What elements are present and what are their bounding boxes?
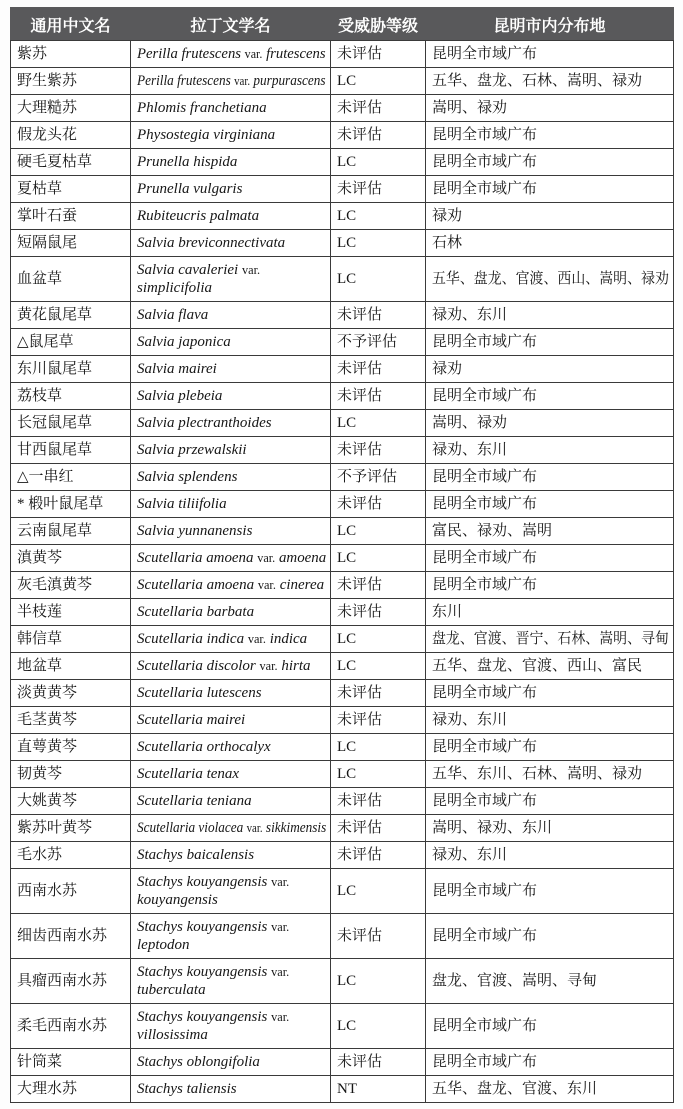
status-cell: LC — [331, 653, 426, 680]
table-row — [11, 203, 674, 230]
table-row — [11, 626, 674, 653]
header-distribution: 昆明市内分布地 — [426, 8, 674, 41]
latin-name-cell: Scutellaria violacea var. sikkimensis — [131, 815, 331, 842]
distribution-cell: 昆明全市域广布 — [426, 383, 674, 410]
common-name-cell: 大理水苏 — [11, 1076, 131, 1103]
latin-name-cell: Salvia tiliifolia — [131, 491, 331, 518]
distribution-cell: 昆明全市域广布 — [426, 41, 674, 68]
distribution-cell: 禄劝、东川 — [426, 437, 674, 464]
table-row — [11, 464, 674, 491]
table-row — [11, 356, 674, 383]
header-common-name: 通用中文名 — [11, 8, 131, 41]
distribution-cell: 昆明全市域广布 — [426, 869, 674, 914]
status-cell: LC — [331, 734, 426, 761]
table-row — [11, 707, 674, 734]
status-cell: 未评估 — [331, 122, 426, 149]
status-cell: 未评估 — [331, 842, 426, 869]
latin-name-cell: Perilla frutescens var. frutescens — [131, 41, 331, 68]
status-cell: LC — [331, 869, 426, 914]
table-row — [11, 815, 674, 842]
table-row — [11, 545, 674, 572]
common-name-cell: 韧黄芩 — [11, 761, 131, 788]
distribution-cell: 禄劝、东川 — [426, 842, 674, 869]
distribution-cell: 昆明全市域广布 — [426, 149, 674, 176]
latin-name-cell: Salvia breviconnectivata — [131, 230, 331, 257]
status-cell: LC — [331, 149, 426, 176]
status-cell: 未评估 — [331, 491, 426, 518]
distribution-cell: 昆明全市域广布 — [426, 680, 674, 707]
status-cell: LC — [331, 68, 426, 95]
status-cell: 未评估 — [331, 815, 426, 842]
status-cell: 未评估 — [331, 914, 426, 959]
status-cell: 未评估 — [331, 437, 426, 464]
distribution-cell: 嵩明、禄劝、东川 — [426, 815, 674, 842]
latin-name-cell: Salvia japonica — [131, 329, 331, 356]
distribution-cell: 昆明全市域广布 — [426, 1004, 674, 1049]
table-row — [11, 842, 674, 869]
common-name-cell: 毛茎黄芩 — [11, 707, 131, 734]
latin-name-cell: Scutellaria indica var. indica — [131, 626, 331, 653]
distribution-cell: 盘龙、官渡、嵩明、寻甸 — [426, 959, 674, 1004]
latin-name-cell: Physostegia virginiana — [131, 122, 331, 149]
latin-name-cell: Prunella vulgaris — [131, 176, 331, 203]
status-cell: LC — [331, 761, 426, 788]
status-cell: 未评估 — [331, 95, 426, 122]
status-cell: 未评估 — [331, 356, 426, 383]
table-row — [11, 41, 674, 68]
distribution-cell: 五华、盘龙、官渡、东川 — [426, 1076, 674, 1103]
status-cell: 未评估 — [331, 176, 426, 203]
table-header — [11, 8, 674, 41]
latin-name-cell: Rubiteucris palmata — [131, 203, 331, 230]
common-name-cell: 韩信草 — [11, 626, 131, 653]
common-name-cell: 毛水苏 — [11, 842, 131, 869]
common-name-cell: 大理糙苏 — [11, 95, 131, 122]
table-row — [11, 518, 674, 545]
common-name-cell: 短隔鼠尾 — [11, 230, 131, 257]
latin-name-cell: Salvia splendens — [131, 464, 331, 491]
distribution-cell: 盘龙、官渡、晋宁、石林、嵩明、寻甸 — [426, 626, 674, 653]
latin-name-cell: Stachys taliensis — [131, 1076, 331, 1103]
status-cell: LC — [331, 1004, 426, 1049]
distribution-cell: 昆明全市域广布 — [426, 1049, 674, 1076]
status-cell: LC — [331, 230, 426, 257]
distribution-cell: 五华、盘龙、官渡、西山、嵩明、禄劝 — [426, 257, 674, 302]
status-cell: LC — [331, 626, 426, 653]
common-name-cell: 大姚黄芩 — [11, 788, 131, 815]
status-cell: 不予评估 — [331, 329, 426, 356]
distribution-cell: 昆明全市域广布 — [426, 734, 674, 761]
common-name-cell: 淡黄黄芩 — [11, 680, 131, 707]
table-row — [11, 788, 674, 815]
table-row — [11, 122, 674, 149]
latin-name-cell: Stachys kouyangensis var. kouyangensis — [131, 869, 331, 914]
latin-name-cell: Scutellaria discolor var. hirta — [131, 653, 331, 680]
common-name-cell: 东川鼠尾草 — [11, 356, 131, 383]
status-cell: 未评估 — [331, 680, 426, 707]
latin-name-cell: Prunella hispida — [131, 149, 331, 176]
common-name-cell: 荔枝草 — [11, 383, 131, 410]
distribution-cell: 禄劝、东川 — [426, 302, 674, 329]
common-name-cell: * 椴叶鼠尾草 — [11, 491, 131, 518]
distribution-cell: 昆明全市域广布 — [426, 788, 674, 815]
latin-name-cell: Stachys kouyangensis var. leptodon — [131, 914, 331, 959]
header-latin-name: 拉丁文学名 — [131, 8, 331, 41]
common-name-cell: 半枝莲 — [11, 599, 131, 626]
common-name-cell: 具瘤西南水苏 — [11, 959, 131, 1004]
table-row — [11, 734, 674, 761]
latin-name-cell: Stachys kouyangensis var. villosissima — [131, 1004, 331, 1049]
table-row — [11, 176, 674, 203]
distribution-cell: 嵩明、禄劝 — [426, 95, 674, 122]
distribution-cell: 五华、盘龙、官渡、西山、富民 — [426, 653, 674, 680]
common-name-cell: 灰毛滇黄芩 — [11, 572, 131, 599]
distribution-cell: 昆明全市域广布 — [426, 914, 674, 959]
latin-name-cell: Scutellaria amoena var. cinerea — [131, 572, 331, 599]
distribution-cell: 禄劝、东川 — [426, 707, 674, 734]
status-cell: LC — [331, 959, 426, 1004]
status-cell: 未评估 — [331, 41, 426, 68]
latin-name-cell: Salvia flava — [131, 302, 331, 329]
common-name-cell: 地盆草 — [11, 653, 131, 680]
status-cell: LC — [331, 257, 426, 302]
status-cell: 未评估 — [331, 707, 426, 734]
common-name-cell: 甘西鼠尾草 — [11, 437, 131, 464]
latin-name-cell: Phlomis franchetiana — [131, 95, 331, 122]
common-name-cell: 硬毛夏枯草 — [11, 149, 131, 176]
common-name-cell: 紫苏 — [11, 41, 131, 68]
table-row — [11, 410, 674, 437]
common-name-cell: 西南水苏 — [11, 869, 131, 914]
table-row — [11, 257, 674, 302]
latin-name-cell: Scutellaria orthocalyx — [131, 734, 331, 761]
distribution-cell: 昆明全市域广布 — [426, 464, 674, 491]
common-name-cell: 假龙头花 — [11, 122, 131, 149]
table-row — [11, 437, 674, 464]
common-name-cell: 黄花鼠尾草 — [11, 302, 131, 329]
status-cell: 未评估 — [331, 599, 426, 626]
status-cell: 未评估 — [331, 383, 426, 410]
latin-name-cell: Salvia yunnanensis — [131, 518, 331, 545]
status-cell: 未评估 — [331, 788, 426, 815]
distribution-cell: 五华、盘龙、石林、嵩明、禄劝 — [426, 68, 674, 95]
table-row — [11, 959, 674, 1004]
common-name-cell: 血盆草 — [11, 257, 131, 302]
common-name-cell: △鼠尾草 — [11, 329, 131, 356]
status-cell: LC — [331, 518, 426, 545]
distribution-cell: 昆明全市域广布 — [426, 329, 674, 356]
latin-name-cell: Salvia cavaleriei var. simplicifolia — [131, 257, 331, 302]
common-name-cell: 云南鼠尾草 — [11, 518, 131, 545]
header-threat-level: 受威胁等级 — [331, 8, 426, 41]
table-row — [11, 383, 674, 410]
table-row — [11, 761, 674, 788]
distribution-cell: 五华、东川、石林、嵩明、禄劝 — [426, 761, 674, 788]
distribution-cell: 昆明全市域广布 — [426, 122, 674, 149]
distribution-cell: 昆明全市域广布 — [426, 491, 674, 518]
table-row — [11, 599, 674, 626]
latin-name-cell: Scutellaria amoena var. amoena — [131, 545, 331, 572]
table-row — [11, 680, 674, 707]
table-row — [11, 95, 674, 122]
latin-name-cell: Scutellaria barbata — [131, 599, 331, 626]
table-row — [11, 491, 674, 518]
latin-name-cell: Salvia przewalskii — [131, 437, 331, 464]
latin-name-cell: Perilla frutescens var. purpurascens — [131, 68, 331, 95]
header-row — [11, 8, 674, 41]
species-table — [10, 7, 674, 1103]
status-cell: 未评估 — [331, 1049, 426, 1076]
distribution-cell: 昆明全市域广布 — [426, 572, 674, 599]
latin-name-cell: Scutellaria mairei — [131, 707, 331, 734]
table-row — [11, 1076, 674, 1103]
common-name-cell: 野生紫苏 — [11, 68, 131, 95]
common-name-cell: 夏枯草 — [11, 176, 131, 203]
latin-name-cell: Stachys oblongifolia — [131, 1049, 331, 1076]
latin-name-cell: Salvia plebeia — [131, 383, 331, 410]
table-row — [11, 653, 674, 680]
common-name-cell: 细齿西南水苏 — [11, 914, 131, 959]
table-row — [11, 572, 674, 599]
distribution-cell: 东川 — [426, 599, 674, 626]
common-name-cell: 滇黄芩 — [11, 545, 131, 572]
distribution-cell: 石林 — [426, 230, 674, 257]
common-name-cell: △一串红 — [11, 464, 131, 491]
common-name-cell: 掌叶石蚕 — [11, 203, 131, 230]
status-cell: 未评估 — [331, 302, 426, 329]
latin-name-cell: Scutellaria lutescens — [131, 680, 331, 707]
distribution-cell: 昆明全市域广布 — [426, 545, 674, 572]
latin-name-cell: Stachys kouyangensis var. tuberculata — [131, 959, 331, 1004]
table-row — [11, 68, 674, 95]
table-row — [11, 302, 674, 329]
common-name-cell: 柔毛西南水苏 — [11, 1004, 131, 1049]
common-name-cell: 紫苏叶黄芩 — [11, 815, 131, 842]
latin-name-cell: Salvia plectranthoides — [131, 410, 331, 437]
status-cell: LC — [331, 545, 426, 572]
latin-name-cell: Scutellaria tenax — [131, 761, 331, 788]
table-row — [11, 869, 674, 914]
status-cell: LC — [331, 410, 426, 437]
distribution-cell: 禄劝 — [426, 203, 674, 230]
latin-name-cell: Salvia mairei — [131, 356, 331, 383]
table-row — [11, 914, 674, 959]
status-cell: NT — [331, 1076, 426, 1103]
status-cell: LC — [331, 203, 426, 230]
distribution-cell: 嵩明、禄劝 — [426, 410, 674, 437]
table-row — [11, 1004, 674, 1049]
status-cell: 不予评估 — [331, 464, 426, 491]
table-body — [11, 41, 674, 1103]
distribution-cell: 禄劝 — [426, 356, 674, 383]
status-cell: 未评估 — [331, 572, 426, 599]
latin-name-cell: Scutellaria teniana — [131, 788, 331, 815]
table-row — [11, 1049, 674, 1076]
table-row — [11, 230, 674, 257]
table-row — [11, 149, 674, 176]
table-row — [11, 329, 674, 356]
distribution-cell: 富民、禄劝、嵩明 — [426, 518, 674, 545]
latin-name-cell: Stachys baicalensis — [131, 842, 331, 869]
common-name-cell: 针筒菜 — [11, 1049, 131, 1076]
common-name-cell: 直萼黄芩 — [11, 734, 131, 761]
common-name-cell: 长冠鼠尾草 — [11, 410, 131, 437]
distribution-cell: 昆明全市域广布 — [426, 176, 674, 203]
